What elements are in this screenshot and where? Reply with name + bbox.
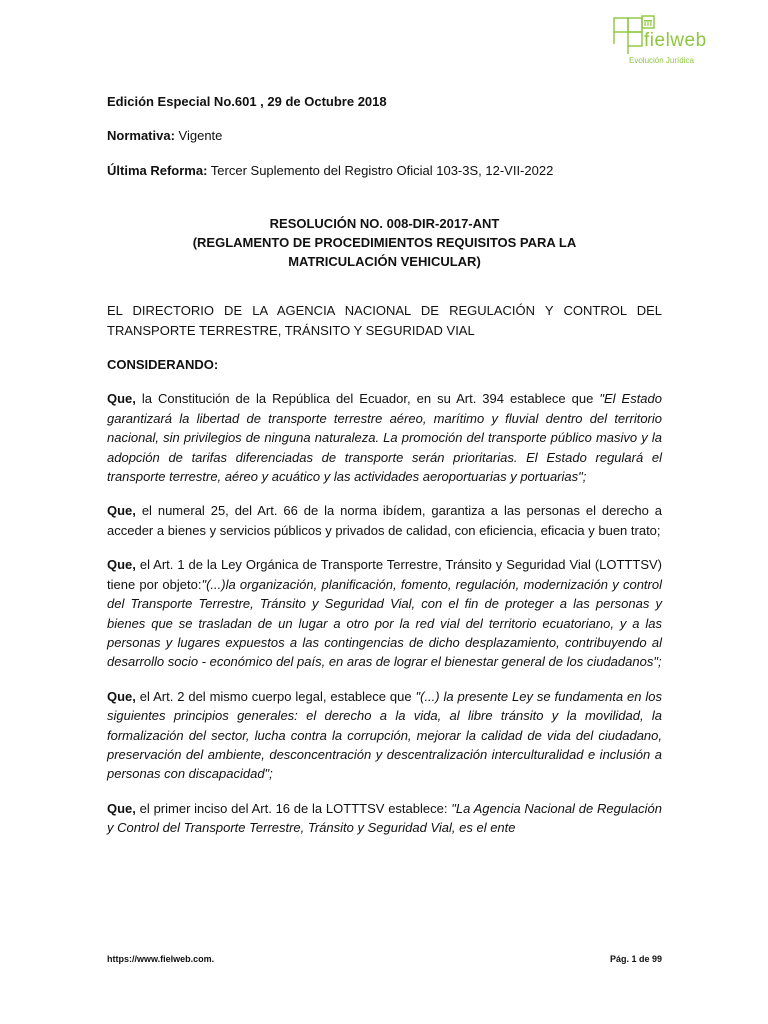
normativa-line xyxy=(107,126,662,145)
brand-tagline: Evolución Jurídica xyxy=(629,56,694,65)
que-label: Que, xyxy=(107,800,136,816)
reforma-value: Tercer Suplemento del Registro Oficial 103-3S, 12-VII-2022 xyxy=(207,162,554,178)
reforma-label: Última Reforma: xyxy=(107,162,208,178)
normativa-label: Normativa: xyxy=(107,128,175,144)
que-label: Que, xyxy=(107,688,136,704)
edition-line xyxy=(107,92,662,111)
que-label: Que, xyxy=(107,557,136,573)
brand-name: fielweb xyxy=(644,30,707,51)
paragraph-4: Que, el Art. 2 del mismo cuerpo legal, establece que "(...) la presente Ley se fundamenta en los siguientes principios generales: el derecho a la vida, al libre tránsito y la movilidad, la formalización del sector, lucha contra la corrupción, mejorar la calidad de vida del ciudadano, preservación del ambiente, desconcentración y descentralización interculturalidad e inclusión a personas con discapacidad"; xyxy=(107,688,663,782)
resolution-title xyxy=(107,214,662,271)
footer-url[interactable]: https://www.fielweb.com. xyxy=(107,954,215,964)
considerando-heading: CONSIDERANDO: xyxy=(107,357,219,373)
paragraph-3: Que, el Art. 1 de la Ley Orgánica de Transporte Terrestre, Tránsito y Seguridad Vial (LOTTTSV) tiene por objeto:"(...)la organización, planificación, fomento, regulación, modernización y control del Transporte Terrestre, Tránsito y Seguridad Vial, con el fin de proteger a las personas y bienes que se trasladan de un lugar a otro por la red vial del territorio ecuatoriano, y a las personas y lugares expuestos a las contingencias de dicho desplazamiento, contribuyendo al desarrollo socio - económico del país, en aras de lograr el bienestar general de los ciudadanos"; xyxy=(107,557,662,670)
document-content xyxy=(107,92,662,853)
issuer-paragraph: EL DIRECTORIO DE LA AGENCIA NACIONAL DE REGULACIÓN Y CONTROL DEL TRANSPORTE TERRESTRE, TRÁNSITO Y SEGURIDAD VIAL xyxy=(107,303,662,338)
title-line-1: RESOLUCIÓN NO. 008-DIR-2017-ANT xyxy=(269,216,500,232)
paragraph-5: Que, el primer inciso del Art. 16 de la LOTTTSV establece: "La Agencia Nacional de Regulación y Control del Transporte Terrestre, Tránsito y Seguridad Vial, es el ente xyxy=(107,800,662,836)
edition-label: Edición Especial No.601 , 29 de Octubre 2018 xyxy=(107,94,387,109)
que-label: Que, xyxy=(107,391,136,407)
paragraph-2: Que, el numeral 25, del Art. 66 de la norma ibídem, garantiza a las personas el derecho a acceder a bienes y servicios públicos y privados de calidad, con eficiencia, eficacia y buen trato; xyxy=(107,503,662,538)
page-number: Pág. 1 de 99 xyxy=(609,954,662,964)
normativa-value: Vigente xyxy=(174,128,223,144)
paragraph-1: Que, la Constitución de la República del Ecuador, en su Art. 394 establece que "El Estado garantizará la libertad de transporte terrestre aéreo, marítimo y fluvial dentro del territorio nacional, sin privilegios de ninguna naturaleza. La promoción del transporte público masivo y la adopción de tarifas diferenciadas de transporte serán prioritarias. El Estado regulará el transporte terrestre, aéreo y acuático y las actividades aeroportuarias y portuarias"; xyxy=(107,391,662,485)
que-label: Que, xyxy=(107,503,136,519)
reforma-line xyxy=(107,161,662,180)
title-line-2: (REGLAMENTO DE PROCEDIMIENTOS REQUISITOS PARA LA MATRICULACIÓN VEHICULAR) xyxy=(192,235,577,270)
